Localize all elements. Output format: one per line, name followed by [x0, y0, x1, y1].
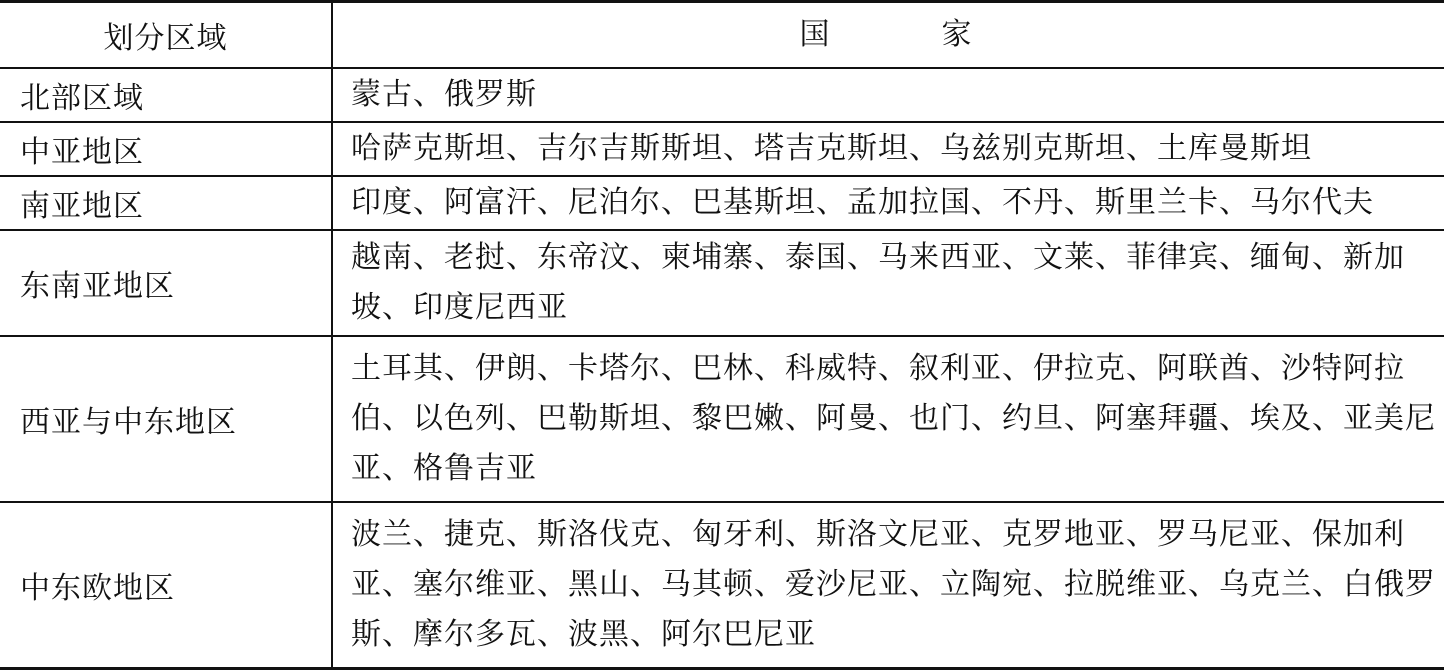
header-countries-char-2: 家 [941, 17, 972, 52]
countries-cell: 蒙古、俄罗斯 [351, 77, 537, 112]
region-cell: 中东欧地区 [0, 503, 333, 667]
region-cell: 中亚地区 [0, 123, 333, 175]
table-row [0, 69, 1444, 123]
countries-cell: 越南、老挝、东帝汶、柬埔寨、泰国、马来西亚、文莱、菲律宾、缅甸、新加坡、印度尼西亚 [351, 240, 1405, 325]
table-row [0, 231, 1444, 337]
table-header-row [0, 3, 1444, 69]
table-row [0, 503, 1444, 667]
header-countries-char-1: 国 [799, 17, 830, 52]
table-row [0, 123, 1444, 177]
region-cell: 北部区域 [0, 69, 333, 121]
header-region: 划分区域 [0, 3, 333, 67]
region-cell: 南亚地区 [0, 177, 333, 229]
region-cell: 东南亚地区 [0, 231, 333, 335]
countries-cell: 哈萨克斯坦、吉尔吉斯斯坦、塔吉克斯坦、乌兹别克斯坦、土库曼斯坦 [351, 131, 1312, 166]
table-row [0, 337, 1444, 503]
countries-cell: 波兰、捷克、斯洛伐克、匈牙利、斯洛文尼亚、克罗地亚、罗马尼亚、保加利亚、塞尔维亚、黑山、马其顿、爱沙尼亚、立陶宛、拉脱维亚、乌克兰、白俄罗斯、摩尔多瓦、波黑、阿尔巴尼亚 [351, 517, 1436, 652]
countries-cell: 土耳其、伊朗、卡塔尔、巴林、科威特、叙利亚、伊拉克、阿联酋、沙特阿拉伯、以色列、巴勒斯坦、黎巴嫩、阿曼、也门、约旦、阿塞拜疆、埃及、亚美尼亚、格鲁吉亚 [351, 351, 1436, 486]
header-countries [333, 3, 1444, 67]
region-cell: 西亚与中东地区 [0, 337, 333, 501]
countries-cell: 印度、阿富汗、尼泊尔、巴基斯坦、孟加拉国、不丹、斯里兰卡、马尔代夫 [351, 185, 1374, 220]
table-row [0, 177, 1444, 231]
